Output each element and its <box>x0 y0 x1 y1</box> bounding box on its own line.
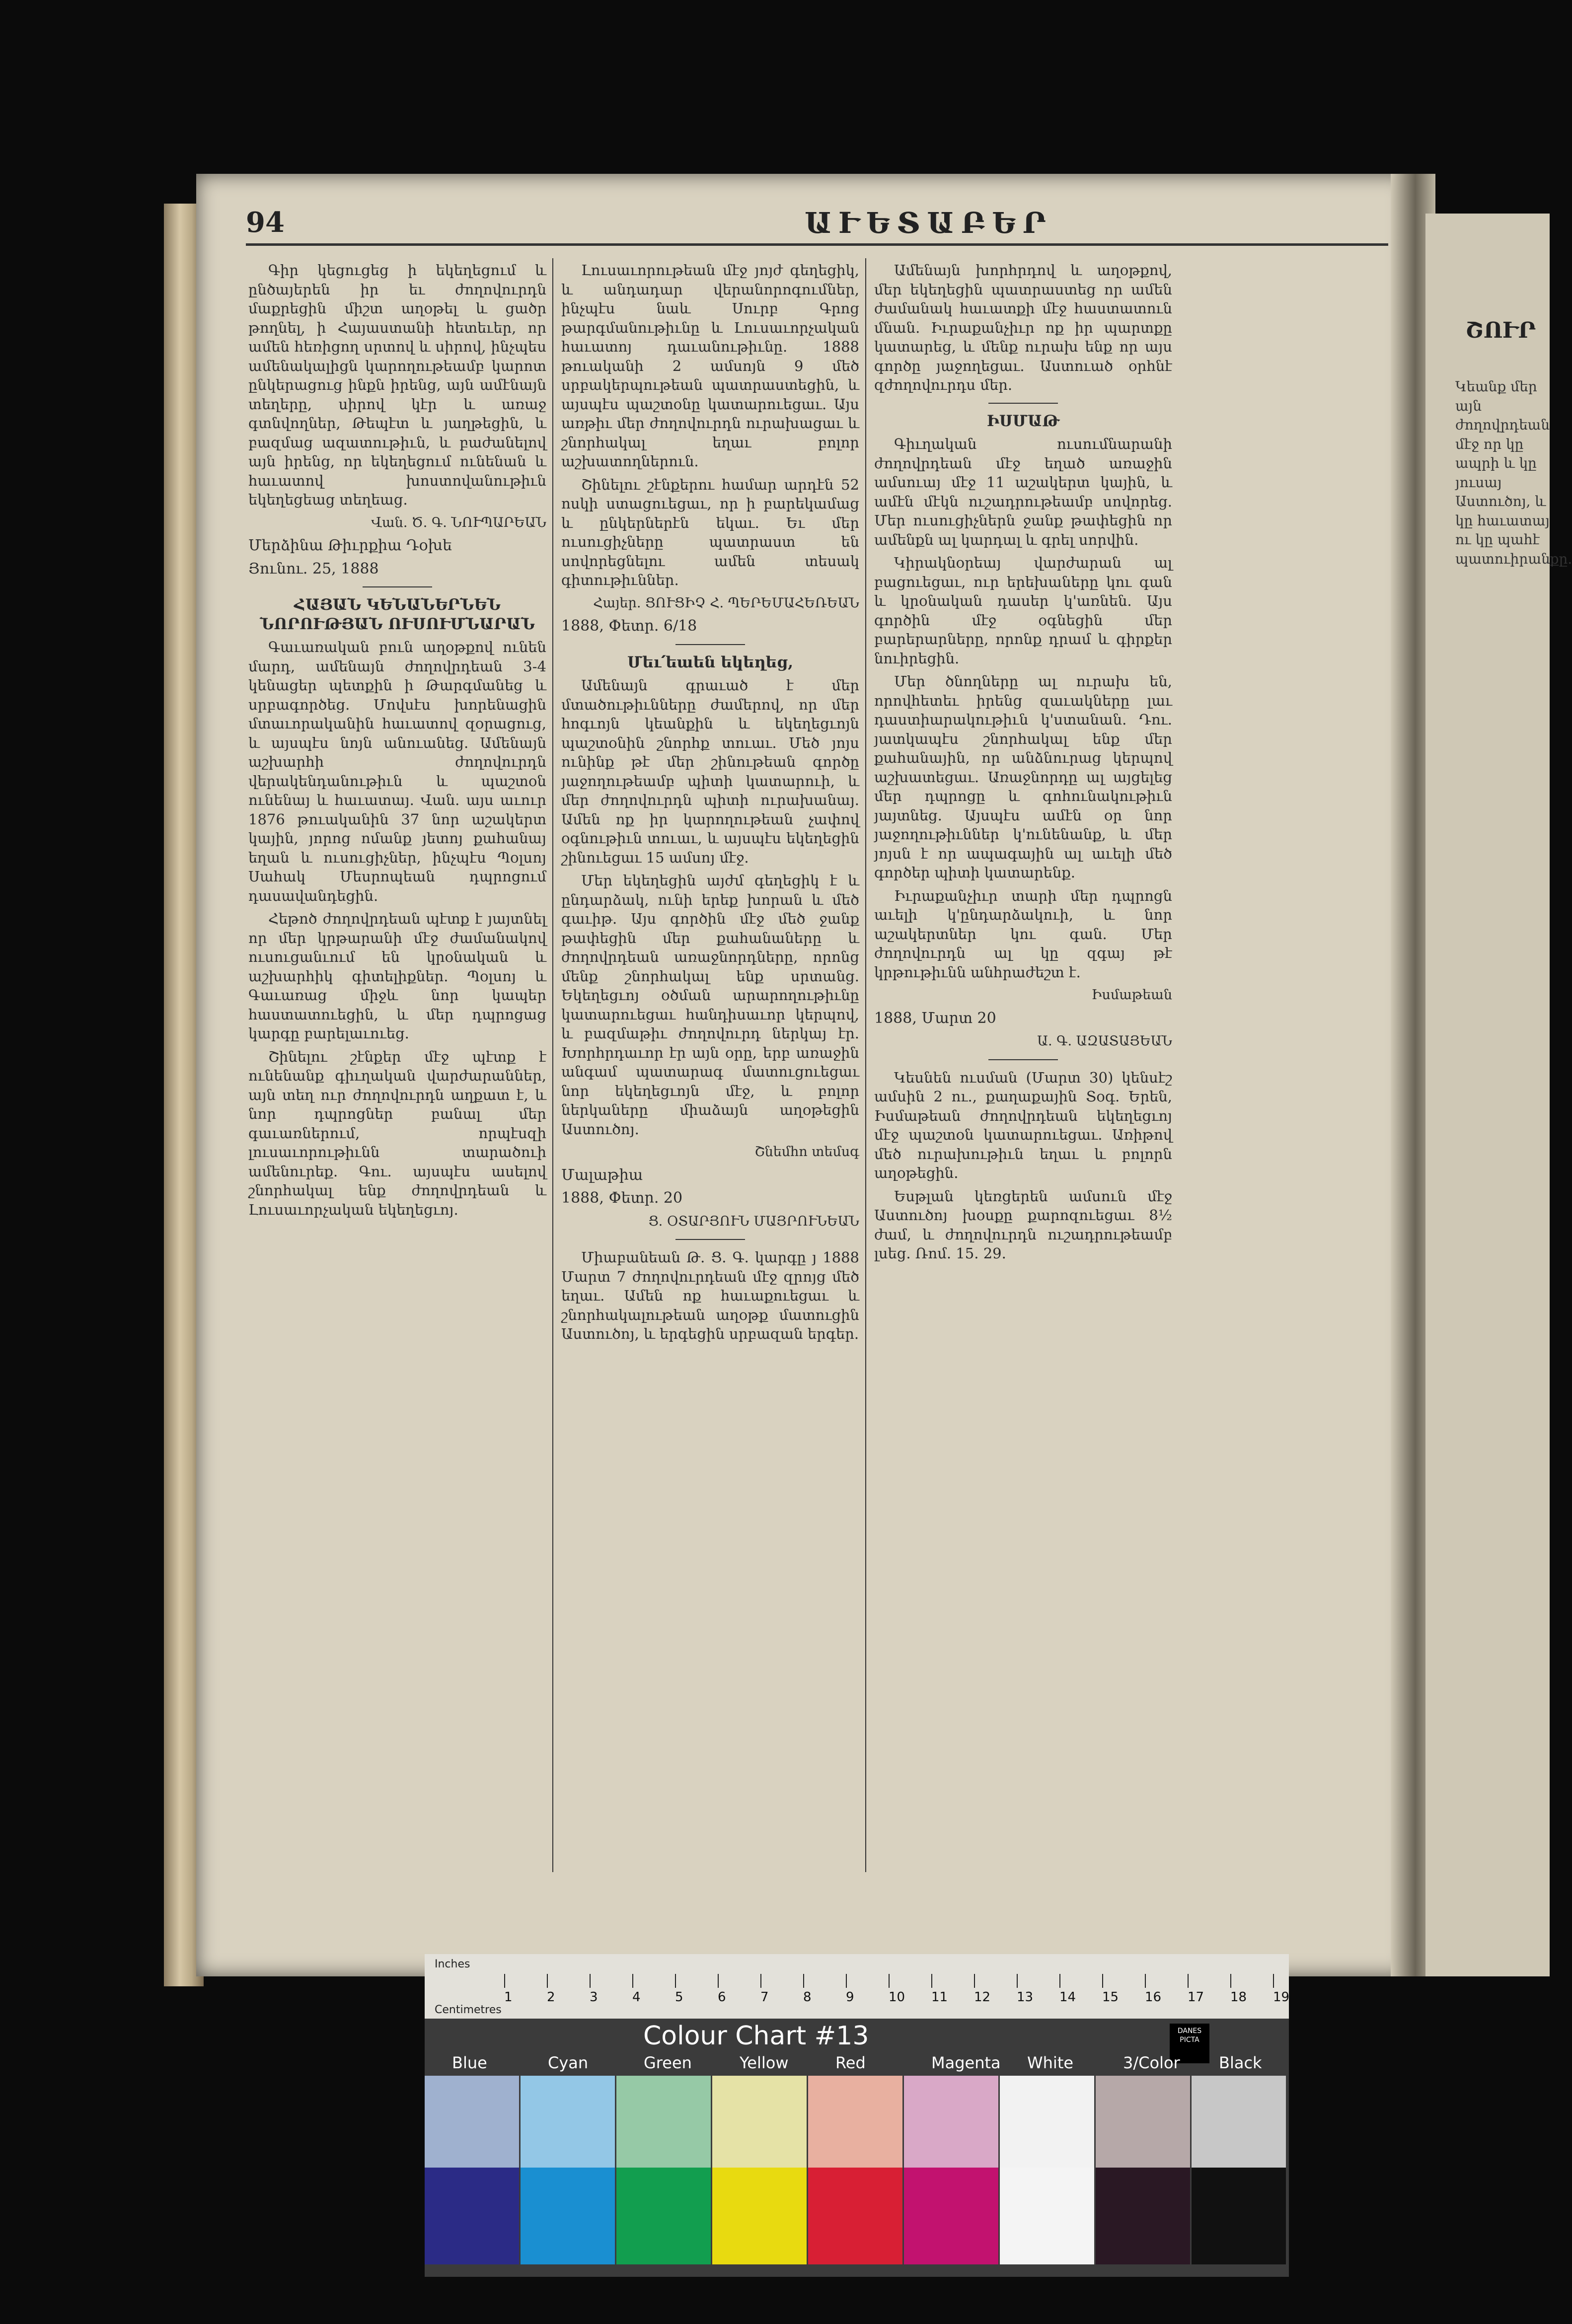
ruler-tick-label: 10 <box>889 1990 905 2005</box>
signature: Շնեմհո տեմսգ <box>754 1144 859 1160</box>
ruler-tick-label: 17 <box>1188 1990 1204 2005</box>
swatch-label: 3/Color <box>1123 2053 1180 2072</box>
ruler-tick-label: 4 <box>632 1990 641 2005</box>
ruler-tick <box>974 1974 975 1988</box>
signature: Ա. Գ. ԱԶԱՏԱՅԵԱՆ <box>1037 1033 1172 1049</box>
column-divider-2 <box>865 258 866 1872</box>
paragraph: Շինելու շէնքեր մէջ պէտք է ունենանք գիւղական վարժարաններ, այն տեղ ուր ժողովուրդն աղքատ է, և նոր դպրոցներ բանալ մեր գաւառներում, որպէսզի լուսաւորութիւնն տարածուի ամենուրեք. Գու. այսպէս ասելով շնորհակալ ենք ժողովրդեան և Լուսաւորչական եկեղեցւոյ. <box>248 1048 546 1218</box>
ruler-tick-label: 16 <box>1145 1990 1162 2005</box>
paragraph: Իւրաքանչիւր տարի մեր դպրոցն աւելի կ'ընդարձակուի, և նոր աշակերտներ կու գան. Մեր ժողովուրդն ալ կը զգայ թէ կրթութիւնն անհրաժեշտ է. <box>874 887 1172 981</box>
colour-swatch-bottom <box>521 2168 615 2264</box>
separator <box>988 403 1058 404</box>
paragraph: Գիւղական ուսումնարանի ժողովրդեան մէջ եղած առաջին ամսուայ մէջ 11 աշակերտ կային, և ամէն մէկն ուշադրութեամբ սովորեց. Մեր ուսուցիչներն ջանք թափեցին որ ամենքն ալ կարդալ և գրել սորվին. <box>874 436 1172 548</box>
signature: Ց. ՕՏԱՐՅՈՒՆ ՄԱՅՐՈՒՆԵԱՆ <box>648 1213 859 1229</box>
paragraph: Կիրակնօրեայ վարժարան ալ բացուեցաւ, ուր երեխաները կու գան և կրօնական դասեր կ'առնեն. Այս գործին մէջ օգնեցին մեր բարերարները, որոնք դրամ և գիրքեր նուիրեցին. <box>874 554 1172 667</box>
swatch-label: White <box>1027 2053 1074 2072</box>
dateline-date: 1888, Փետր. 20 <box>561 1189 683 1207</box>
dateline-date: Յունու. 25, 1888 <box>248 560 379 578</box>
paragraph: Գիր կեցուցեց ի եկեղեցում և ընծայերեն իր եւ ժողովուրդն մաքրեցին միշտ աղօթել և ցածր թողնել, ի Հայաստանի հետեւեր, որ ամեն հեռիցող սրտով և սիրով, ինչպես ամենակալիցն կարողութեամբ կարոտ ընկերացուց ինքն իրենց, այն ամէնայն տեղերը, սիրով կէր և առաջ գտնվողներ, Թեպէտ և յաղթեցին, և բազմաց ազատութիւն, և բաժանելով այն իրենց, որ եկեղեցում ունենան և հաւատով խոստովանութիւն եկեղեցեաց տեղեաց. <box>248 262 546 508</box>
ruler-tick <box>931 1974 932 1988</box>
ruler-cm-label: Centimetres <box>435 2004 502 2016</box>
ruler-tick-label: 19 <box>1273 1990 1290 2005</box>
ruler-tick <box>590 1974 591 1988</box>
ruler-tick-label: 11 <box>931 1990 948 2005</box>
ruler-tick-label: 5 <box>675 1990 683 2005</box>
right-page-heading: ՇՈՒՐ <box>1465 318 1536 343</box>
right-page-text: Կեանք մեր այն ժողովրդեան մէջ որ կը ապրի և կը յուսայ Աստուծոյ, և կը հաւատայ ու կը պահէ պատուիրանքը. <box>1455 378 1572 567</box>
dateline-date: 1888, Մարտ 20 <box>874 1009 996 1027</box>
swatch-label: Blue <box>452 2053 487 2072</box>
paragraph: Հեթոծ ժողովրդեան պէտք է յայտնել որ մեր կրթարանի մէջ ժամանակով ուսուցանւում են կրօնական և աշխարհիկ գիտելիքներ. Պօլսոյ և Գաւառաց միջև նոր կապեր հաստատուեցին, և մեր դպրոցաց կարգը բարելաւուեց. <box>248 910 546 1042</box>
paragraph: Մեր ծնողները ալ ուրախ են, որովհետեւ իրենց զաւակները լաւ դաստիարակութիւն կ'ստանան. Դու. յատկապէս շնորհակալ ենք մեր քահանային, որ անձնուրաց կերպով աշխատեցաւ. Առաջնորդը ալ այցելեց մեր դպրոցը և գոհունակութիւն յայտնեց. Այսպէս ամէն օր նոր յաջողութիւններ կ'ունենանք, և մեր յոյսն է որ ապագային ալ աւելի մեծ գործեր պիտի կատարենք. <box>874 673 1172 881</box>
separator <box>675 644 745 645</box>
paragraph: Մեր եկեղեցին այժմ գեղեցիկ է և ընդարձակ, ունի երեք խորան և մեծ գաւիթ. Այս գործին մէջ մեծ ջանք թափեցին մեր քահանաները և ժողովրդեան առաջնորդները, որոնց մենք շնորհակալ ենք սրտանց. Եկեղեցւոյ օծման արարողութիւնը կատարուեցաւ հանդիսաւոր կերպով, և բազմաթիւ ժողովուրդ ներկայ էր. Խորհրդաւոր էր այն օրը, երբ առաջին անգամ պատարագ մատուցուեցաւ նոր եկեղեցւոյն մէջ, և բոլոր ներկաները միաձայն աղօթեցին Աստուծոյ. <box>561 872 859 1138</box>
article-heading: ԻՍՄԱԹ <box>986 412 1060 430</box>
ruler-tick-label: 9 <box>846 1990 854 2005</box>
column-3 <box>874 261 1172 1267</box>
ruler <box>425 1954 1289 2019</box>
swatch-label: Red <box>835 2053 866 2072</box>
colour-swatch-bottom <box>808 2168 902 2264</box>
header-rule <box>246 243 1388 246</box>
swatch-label: Cyan <box>548 2053 589 2072</box>
article-heading: ՀԱՅԱՆ ԿԵՆԱՆԵՐՆԵՆ ՆՈՐՈՒԹՅԱՆ ՈՒՍՈՒՄՆԱՐԱՆ <box>260 596 535 633</box>
colour-swatch-top <box>1192 2076 1286 2168</box>
ruler-tick-label: 3 <box>590 1990 598 2005</box>
ruler-tick <box>846 1974 847 1988</box>
ruler-tick <box>1145 1974 1146 1988</box>
ruler-tick <box>1230 1974 1231 1988</box>
ruler-inches-label: Inches <box>435 1958 470 1970</box>
ruler-tick-label: 15 <box>1102 1990 1119 2005</box>
swatch-label: Green <box>644 2053 692 2072</box>
swatch-label: Black <box>1219 2053 1262 2072</box>
ruler-tick-label: 14 <box>1059 1990 1076 2005</box>
column-2 <box>561 261 859 1348</box>
ruler-tick-label: 7 <box>760 1990 769 2005</box>
separator <box>988 1059 1058 1060</box>
page-number: 94 <box>246 206 285 239</box>
signature: Հայեր. ՑՈՒՑԻՉ Հ. ՊԵՐԵՄԱՀԵՌԵԱՆ <box>593 595 859 611</box>
colour-swatch-top <box>1096 2076 1190 2168</box>
ruler-tick-label: 18 <box>1230 1990 1247 2005</box>
ruler-tick-label: 2 <box>547 1990 555 2005</box>
ruler-tick-label: 13 <box>1017 1990 1034 2005</box>
swatch-label: Yellow <box>740 2053 789 2072</box>
ruler-tick <box>889 1974 890 1988</box>
colour-swatch-bottom <box>616 2168 711 2264</box>
brand-logo: DANES PICTA <box>1170 2024 1209 2063</box>
colour-swatch-top <box>712 2076 807 2168</box>
ruler-tick <box>1102 1974 1103 1988</box>
colour-swatch-top <box>904 2076 998 2168</box>
colour-chart <box>425 1954 1289 2277</box>
colour-swatch-bottom <box>712 2168 807 2264</box>
ruler-tick <box>547 1974 548 1988</box>
colour-swatch-bottom <box>425 2168 519 2264</box>
ruler-tick <box>632 1974 633 1988</box>
separator <box>363 586 432 587</box>
column-1 <box>248 261 546 1223</box>
colour-swatch-top <box>616 2076 711 2168</box>
ruler-tick <box>1273 1974 1274 1988</box>
paragraph: Լուսաւորութեան մէջ յոյժ գեղեցիկ, և անդադար վերանորոգումներ, ինչպէս նաև Սուրբ Գրոց թարգմանութիւնը և Լուսաւորչական հաւատոյ դաւանութիւնը. 1888 թուականի 2 ամսոյն 9 մեծ սրբակերպութեան պատրաստեցին, և այսպէս պաշտօնը կատարուեցաւ. Այս առթիւ մեր ժողովուրդն ուրախացաւ և շնորհակալ եղաւ բոլոր աշխատողներուն. <box>561 262 859 470</box>
colour-swatch-top <box>521 2076 615 2168</box>
ruler-tick <box>718 1974 719 1988</box>
ruler-tick-label: 1 <box>504 1990 513 2005</box>
dateline-place: Մալաթիա <box>561 1166 643 1184</box>
ruler-tick <box>1188 1974 1189 1988</box>
article-heading: Մեւ՛եաեն եկեղեց, <box>627 653 794 671</box>
colour-swatch-bottom <box>1096 2168 1190 2264</box>
colour-swatch-top <box>808 2076 902 2168</box>
dateline-date: 1888, Փետր. 6/18 <box>561 617 697 635</box>
dateline-place: Մերձինա Թիւրքիա Դօխե <box>248 537 452 554</box>
ruler-tick <box>1059 1974 1060 1988</box>
colour-swatch-bottom <box>1000 2168 1094 2264</box>
signature: Վան. Ծ. Գ. ՆՈՒՊԱՐԵԱՆ <box>371 514 546 530</box>
paragraph: Ամենայն գրաւած է մեր մտածութիւնները ժամերով, որ մեր հոգւոյն կեանքին և եկեղեցւոյն պաշտօնին շնորհք տուաւ. Մեծ յոյս ունինք թէ մեր շինութեան գործը յաջողութեամբ պիտի կատարուի, և մեր ժողովուրդն պիտի ուրախանայ. Ամեն ոք իր կարողութեան չափով օգնութիւն տուաւ, և այսպէս եկեղեցին շինուեցաւ 15 ամսոյ մէջ. <box>561 677 859 866</box>
paragraph: Ամենայն խորհրդով և աղօթքով, մեր եկեղեցին պատրաստեց որ ամեն ժամանակ հաւատքի մէջ հաստատուն մնան. Իւրաքանչիւր ոք իր պարտքը կատարեց, և մենք ուրախ ենք որ այս գործը յաջողեցաւ. Աստուած օրհնէ զժողովուրդս մեր. <box>874 262 1172 393</box>
ruler-tick <box>803 1974 804 1988</box>
paragraph: Գաւառական բուն աղօթքով ունեն մարդ, ամենայն ժողովրդեան 3-4 կենացեր պետքին ի Թարգմանեց և սրբագործեց. Մովսէս խորենացին մտաւորականին հաւատով զօրացուց, և այսպէս նոյն անուանեց. Ամենայն աշխարհի ժողովուրդն վերակենդանութիւն և պաշտօն ունենայ և հաւատայ. Վան. այս աւուր 1876 թուականին 37 նոր աշակերտ կային, յորոց ոմանք յետոյ քահանայ եղան և ուսուցիչներ, ինչպէս Պօլսոյ Սահակ Մեսրոպեան դպրոցում դասավանդեցին. <box>248 639 546 904</box>
column-divider-1 <box>552 258 553 1872</box>
signature: Իսմաթեան <box>1091 987 1172 1003</box>
ruler-tick <box>675 1974 676 1988</box>
ruler-tick <box>504 1974 505 1988</box>
ruler-tick <box>1017 1974 1018 1988</box>
ruler-tick-label: 6 <box>718 1990 726 2005</box>
paragraph: Միաբանեան Թ. Ց. Գ. կարգը յ 1888 Մարտ 7 ժողովուրդեան մէջ զրոյց մեծ եղաւ. Ամեն ոք հաւաքուեցաւ և շնորհակալութեան աղօթք մատուցին Աստուծոյ, և երգեցին սրբազան երգեր. <box>561 1249 859 1342</box>
colour-swatch-top <box>425 2076 519 2168</box>
colour-swatch-bottom <box>1192 2168 1286 2264</box>
paragraph: Եսթլան կեռցերեն ամսուն մէջ Աստուծոյ խօսքը քարոզուեցաւ 8½ ժամ, և ժողովուրդն ուշադրութեամբ լսեց. Ռոմ. 15. 29. <box>874 1187 1172 1262</box>
paragraph: Շինելու շէնքերու համար արդէն 52 ոսկի ստացուեցաւ, որ ի բարեկամաց և ընկերներէն եկաւ. Եւ մեր ուսուցիչները պատրաստ են սովորեցնելու ամեն տեսակ գիտութիւններ. <box>561 476 859 588</box>
colour-swatch-bottom <box>904 2168 998 2264</box>
separator <box>675 1239 745 1240</box>
ruler-tick <box>760 1974 761 1988</box>
ruler-tick-label: 12 <box>974 1990 991 2005</box>
ruler-tick-label: 8 <box>803 1990 812 2005</box>
chart-title: Colour Chart #13 <box>643 2021 869 2051</box>
swatch-label: Magenta <box>931 2053 1001 2072</box>
colour-swatch-top <box>1000 2076 1094 2168</box>
journal-title: ԱՒԵՏԱԲԵՐ <box>805 206 1053 240</box>
paragraph: Կեսնեն ուսման (Մարտ 30) կենսէշ ամսին 2 ու., քաղաքային Տօգ. Երեն, Իսմաթեան ժողովրդեան եկեղեցւոյ մէջ պաշտօն կատարուեցաւ. Առիթով մեծ ուրախութիւն եղաւ և բոլորն աղօթեցին. <box>874 1069 1172 1181</box>
